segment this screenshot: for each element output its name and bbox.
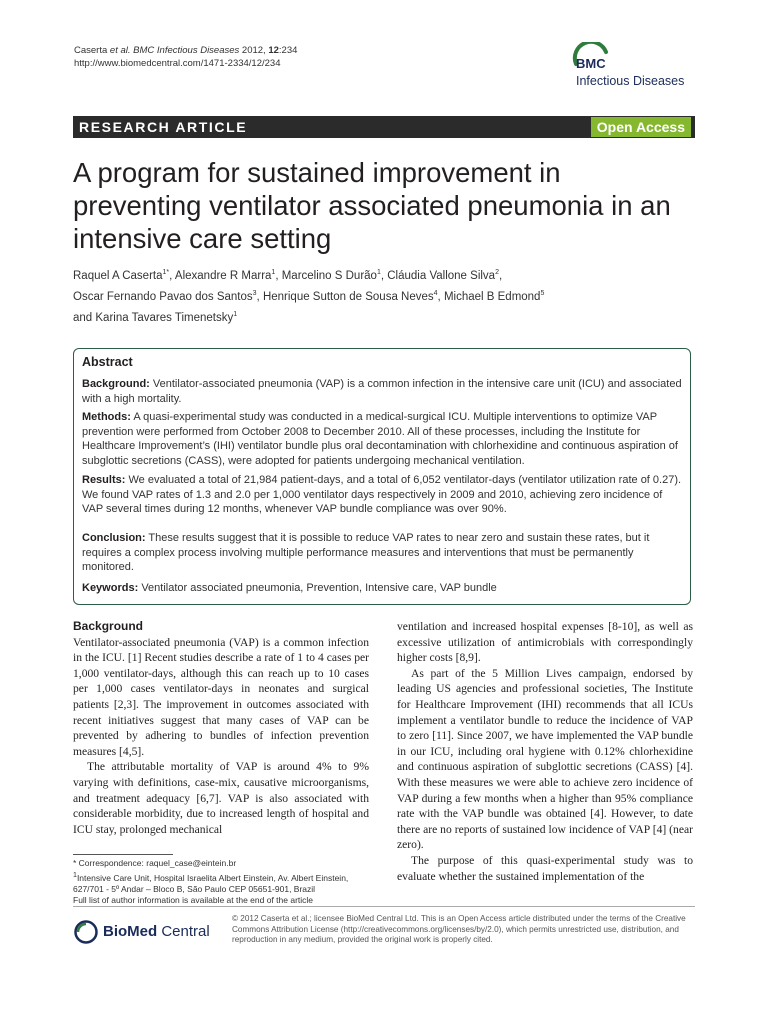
publisher-name: BioMed Central [103,923,210,940]
abstract-box [73,348,691,605]
citation-etal: et al. [109,45,131,56]
author-affiliation-mark: 4 [433,289,438,297]
abstract-conclusion: Conclusion: These results suggest that it is possible to reduce VAP rates to near zero and sustain these rates, but it requires a complex process involving multiple performance measures and interventions that must be permanently monitored. [82,532,650,573]
citation-volume: 12 [268,45,279,56]
author: and Karina Tavares Timenetsky [73,311,234,324]
abstract-methods: Methods: A quasi-experimental study was conducted in a medical-surgical ICU. Multiple interventions to optimize VAP prevention were performed from October 2008 to December 2010. All of these processes, including the Institute for Healthcare Improvement’s (IHI) ventilator bundle plus oral decontamination with chlorhexidine and continuous aspiration of subglottic secretions (CASS), were adopted for patients undergoing mechanical ventilation. [82,411,678,467]
author-affiliation-mark: 5 [540,289,545,297]
body-paragraph: ventilation and increased hospital expenses [8-10], as well as excessive utilization of antimicrobials with correspondingly higher costs [8,9]. [397,620,693,665]
author-affiliation-mark: 1* [162,269,170,276]
open-access-badge: Open Access [591,117,691,137]
journal-logo [572,40,702,96]
author: Michael B Edmond [443,290,541,303]
abstract-keywords: Keywords: Ventilator associated pneumonia, Prevention, Intensive care, VAP bundle [82,582,497,594]
article-type-banner [73,116,695,138]
body-paragraph: As part of the 5 Million Lives campaign, endorsed by leading US agencies and professional societies, The Institute for Healthcare Improvement (IHI) recommends that all ICUs implement a ventilator bundle to reduce the incidence of VAP to zero [11]. Since 2007, we have implemented the VAP bundle in our ICU, including oral hygiene with 0.12% chlorhexidine and continuous aspiration of subglottic secretions (CASS) [4]. With these measures we were able to achieve zero incidence of VAP during a few months when a higher than 95% compliance rate with the VAP bundle was obtained [4]. However, to date there are no reports of sustained low incidence of VAP [4] (near zero). [397,666,693,852]
author: Henrique Sutton de Sousa Neves [262,290,434,303]
correspondence-note: * Correspondence: raquel_case@eintein.br [73,858,237,868]
affiliation-note: $^1$Intensive Care Unit, Hospital Israelita Albert Einstein, Av. Albert Einstein, 627/701 - 5º Andar – Bloco B, São Paulo CEP 05651-901, Brazil [73,870,349,894]
article-title: A program for sustained improvement in preventing ventilator associated pneumonia in an intensive care setting [73,157,671,254]
author: Oscar Fernando Pavao dos Santos [73,290,253,303]
author: Cláudia Vallone Silva [387,269,496,282]
author-affiliation-mark: 1 [233,310,238,318]
author-affiliation-mark: 2 [495,269,499,276]
journal-logo-name: Infectious Diseases [576,74,685,88]
footnote-rule [73,854,173,855]
biomed-central-ring-icon [73,919,99,945]
article-type-label: RESEARCH ARTICLE [79,119,248,135]
author: Marcelino S Durão [281,269,377,282]
author: Alexandre R Marra [174,269,272,282]
license-text: © 2012 Caserta et al.; licensee BioMed Central Ltd. This is an Open Access article distributed under the terms of the Creative Commons Attribution License (http://creativecommons.org/licenses/by/2.0), which permits unrestricted use, distribution, and reproduction in any medium, provided the original work is properly cited. [232,914,686,944]
journal-logo-bmc: BMC [576,56,606,71]
author-affiliation-mark: 1 [376,269,381,276]
article-url[interactable]: http://www.biomedcentral.com/1471-2334/12/234 [74,58,281,69]
abstract-background: Background: Ventilator-associated pneumonia (VAP) is a common infection in the intensive care unit (ICU) and associated with a high mortality. [82,378,682,405]
abstract-heading: Abstract [82,355,133,369]
body-paragraph: Ventilator-associated pneumonia (VAP) is a common infection in the ICU. [1] Recent studies describe a rate of 1 to 4 cases per 1,000 ventilator-days, although this can reach up to 10 cases per 1,000 cases ventilator-days in neonates and surgical patients [2,3]. The improvement in outcomes associated with recent initiatives suggest that many cases of VAP can be prevented by adhering to bundles of infection prevention measures [4,5]. [73,635,369,758]
author-affiliation-mark: 3 [252,289,257,297]
author-info-note: Full list of author information is available at the end of the article [73,895,314,906]
body-paragraph: The attributable mortality of VAP is around 4% to 9% varying with definitions, case-mix, causative microorganisms, and treatment adequacy [6,7]. VAP is also associated with considerable morbidity, due to increased length of hospital and ICU stay, prolonged mechanical [73,760,369,836]
footer-separator [73,906,695,907]
citation-header [74,44,297,70]
citation-page: :234 [278,45,298,56]
abstract-results: Results: We evaluated a total of 21,984 patient-days, and a total of 6,052 ventilator-days (ventilator utilization rate of 0.27). We found VAP rates of 1.3 and 2.0 per 1,000 ventilator days respectively in 2009 and 2010, achieving zero incidence of VAP several times during 12 months, whenever VAP bundle compliance was over 90%. [82,474,682,515]
section-heading-background: Background [73,619,144,633]
body-paragraph: The purpose of this quasi-experimental study was to evaluate whether the sustained implementation of the [397,853,693,883]
citation-journal: BMC Infectious Diseases [133,45,240,56]
publisher-logo [73,918,223,946]
citation-year: 2012, [239,45,269,56]
footnotes [73,858,373,907]
author-affiliation-mark: 1 [271,269,276,276]
body-left-column [73,619,369,837]
author-list: Raquel A Caserta$^{1*}$, Alexandre R Marra$^1$, Marcelino S Durão$^1$, Cláudia Vallone Silva$^2$, Oscar Fernando Pavao dos Santos$^3$, Henrique Sutton de Sousa Neves$^4$, Michael B Edmond$^5$ and Karina Tavares Timenetsky$^1$ [73,269,545,324]
author: Raquel A Caserta [73,269,163,282]
body-right-column [397,619,693,884]
citation-authors: Caserta [74,45,110,56]
